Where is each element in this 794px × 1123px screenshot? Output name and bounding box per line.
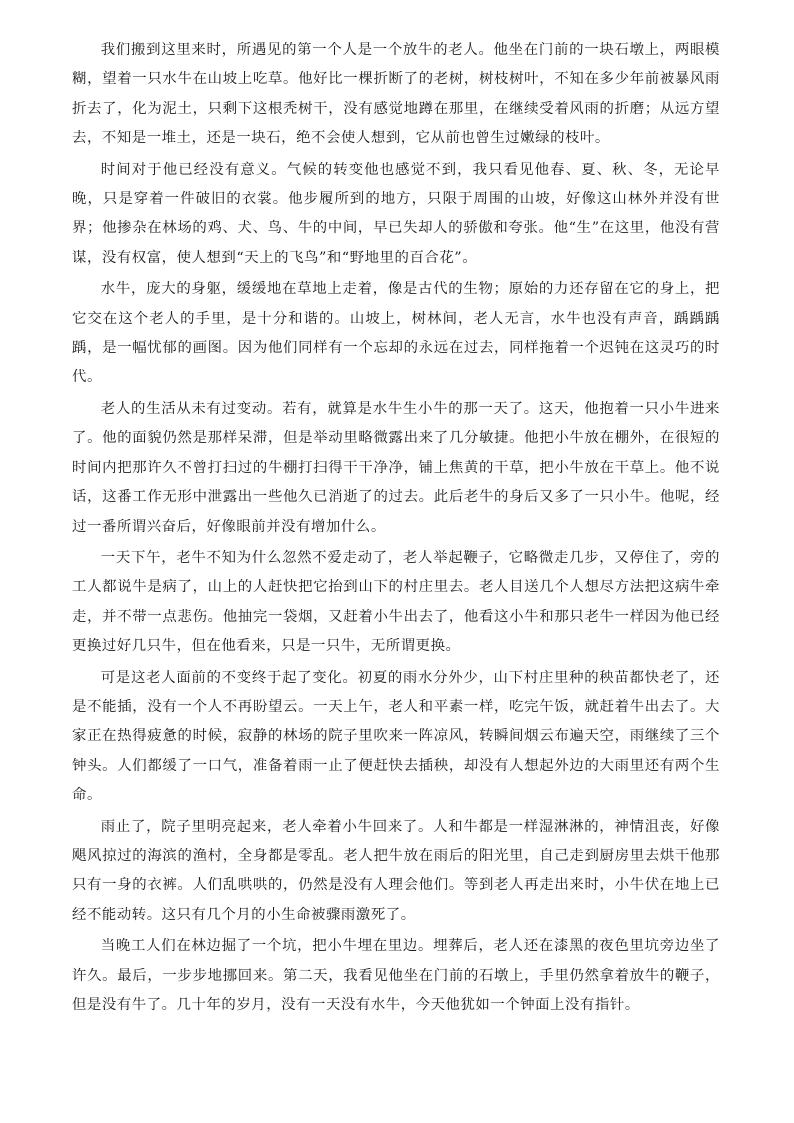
- paragraph-3: 水牛，庞大的身躯，缓缓地在草地上走着，像是古代的生物；原始的力还存留在它的身上，把它交在这个老人的手里，是十分和谐的。山坡上，树林间，老人无言，水牛也没有声音，踽踽踽踽，是一幅忧郁的画图。因为他们同样有一个忘却的永远在过去，同样拖着一个迟钝在这灵巧的时代。: [72, 281, 720, 386]
- paragraph-6: 可是这老人面前的不变终于起了变化。初夏的雨水分外少，山下村庄里种的秧苗都快老了，还是不能插，没有一个人不再盼望云。一天上午，老人和平素一样，吃完午饭，就赶着牛出去了。大家正在热得疲惫的时候，寂静的林场的院子里吹来一阵凉风，转瞬间烟云布遍天空，雨继续了三个钟头。人们都缓了一口气，准备着雨一止了便赶快去插秧，却没有人想起外边的大雨里还有两个生命。: [72, 669, 720, 804]
- document-page: [72, 36, 720, 1022]
- paragraph-1: 我们搬到这里来时，所遇见的第一个人是一个放牛的老人。他坐在门前的一块石墩上，两眼模糊，望着一只水牛在山坡上吃草。他好比一棵折断了的老树，树枝树叶，不知在多少年前被暴风雨折去了，化为泥土，只剩下这根秃树干，没有感觉地蹲在那里，在继续受着风雨的折磨；从远方望去，不知是一堆土，还是一块石，绝不会使人想到，它从前也曾生过嫩绿的枝叶。: [72, 42, 720, 147]
- paragraph-5: 一天下午，老牛不知为什么忽然不爱走动了，老人举起鞭子，它略微走几步，又停住了，旁的工人都说牛是病了，山上的人赶快把它抬到山下的村庄里去。老人目送几个人想尽方法把这病牛牵走，并不带一点悲伤。他抽完一袋烟，又赶着小牛出去了，他看这小牛和那只老牛一样因为他已经更换过好几只牛，但在他看来，只是一只牛，无所谓更换。: [72, 549, 720, 655]
- paragraph-4: 老人的生活从未有过变动。若有，就算是水牛生小牛的那一天了。这天，他抱着一只小牛进来了。他的面貌仍然是那样呆滞，但是举动里略微露出来了几分敏捷。他把小牛放在棚外，在很短的时间内把那许久不曾打扫过的牛棚打扫得干干净净，铺上焦黄的干草，把小牛放在干草上。他不说话，这番工作无形中泄露出一些他久已消逝了的过去。此后老牛的身后又多了一只小牛。他呢，经过一番所谓兴奋后，好像眼前并没有增加什么。: [72, 400, 720, 535]
- paragraph-8: 当晚工人们在林边掘了一个坑，把小牛埋在里边。埋葬后，老人还在漆黑的夜色里坑旁边坐了许久。最后，一步步地挪回来。第二天，我看见他坐在门前的石墩上，手里仍然拿着放牛的鞭子，但是没有牛了。几十年的岁月，没有一天没有水牛，今天他犹如一个钟面上没有指针。: [72, 938, 720, 1013]
- paragraph-2: 时间对于他已经没有意义。气候的转变他也感觉不到，我只看见他春、夏、秋、冬，无论早晚，只是穿着一件破旧的衣裳。他步履所到的地方，只限于周围的山坡，好像这山林外并没有世界；他掺杂在林场的鸡、犬、鸟、牛的中间，早已失却人的骄傲和夸张。他“生”在这里，他没有营谋，没有权富，使人想到“天上的飞鸟”和“野地里的百合花”。: [72, 161, 720, 266]
- paragraph-7: 雨止了，院子里明亮起来，老人牵着小牛回来了。人和牛都是一样湿淋淋的，神情沮丧，好像飓风掠过的海滨的渔村，全身都是零乱。老人把牛放在雨后的阳光里，自己走到厨房里去烘干他那只有一身的衣裤。人们乱哄哄的，仍然是没有人理会他们。等到老人再走出来时，小牛伏在地上已经不能动转。这只有几个月的小生命被骤雨激死了。: [72, 818, 720, 923]
